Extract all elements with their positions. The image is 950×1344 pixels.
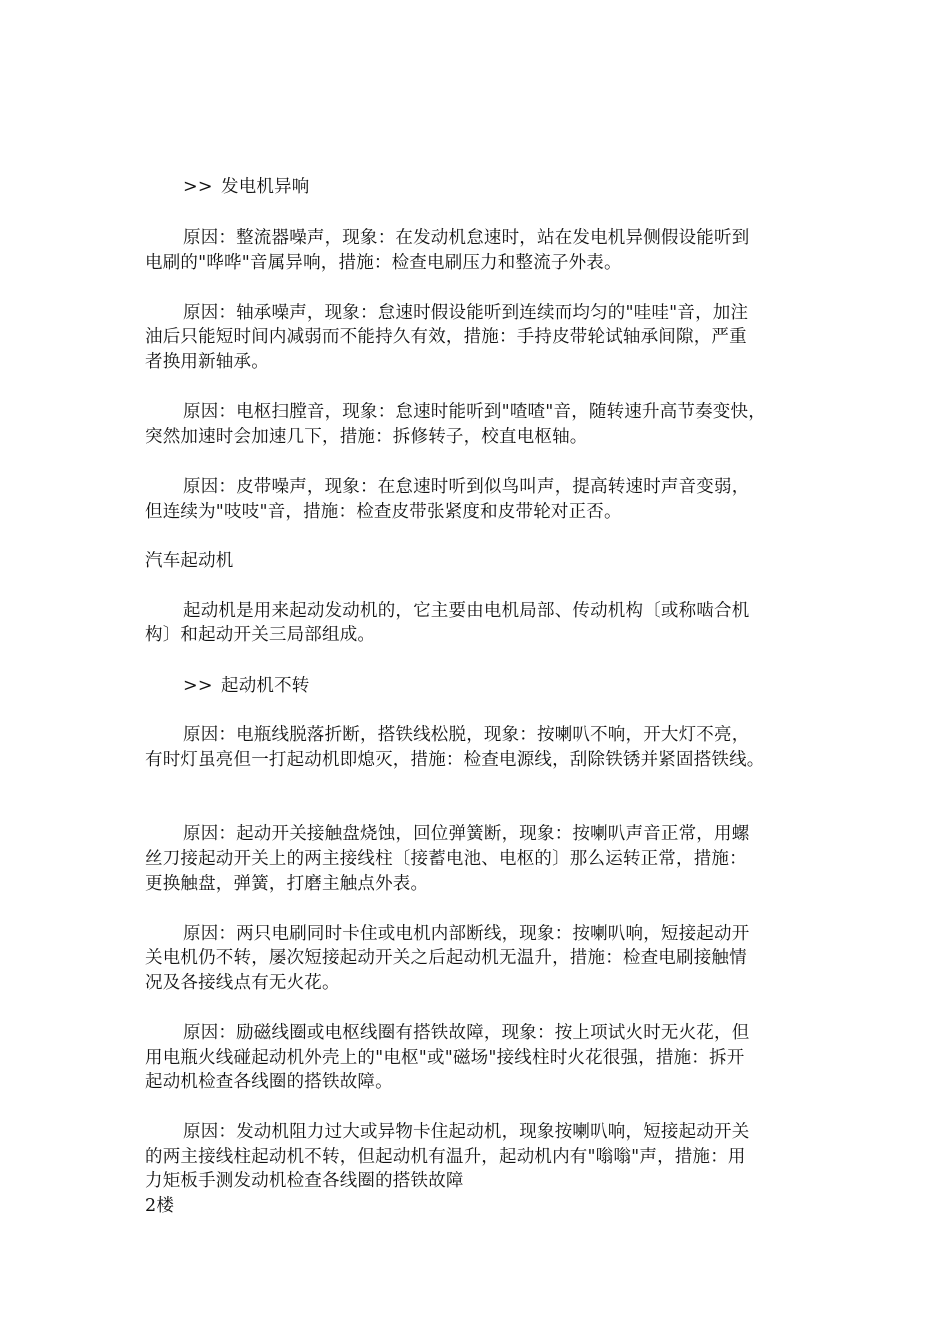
paragraph-line: 但连续为"吱吱"音，措施：检查皮带张紧度和皮带轮对正否。 xyxy=(145,502,622,522)
intro-line: 构〕和起动开关三局部组成。 xyxy=(145,625,376,645)
heading-marker: >> xyxy=(183,676,213,696)
paragraph-line: 丝刀接起动开关上的两主接线柱〔接蓄电池、电枢的〕那么运转正常，措施： xyxy=(145,849,747,869)
paragraph-line: 原因：电瓶线脱落折断，搭铁线松脱，现象：按喇叭不响，开大灯不亮， xyxy=(183,725,750,745)
section-heading-generator-noise xyxy=(183,175,848,199)
floor-label: 2楼 xyxy=(145,1196,175,1216)
paragraph-line: 的两主接线柱起动机不转，但起动机有温升，起动机内有"嗡嗡"声，措施：用 xyxy=(145,1147,746,1167)
paragraph-line: 力矩板手测发动机检查各线圈的搭铁故障 xyxy=(145,1171,464,1191)
heading-text: 发电机异响 xyxy=(221,177,310,197)
paragraph-line: 电刷的"哗哗"音属异响，措施：检查电刷压力和整流子外表。 xyxy=(145,253,622,273)
heading-marker: >> xyxy=(183,177,213,197)
paragraph-line: 起动机检查各线圈的搭铁故障。 xyxy=(145,1072,393,1092)
paragraph-line: 更换触盘，弹簧，打磨主触点外表。 xyxy=(145,874,429,894)
paragraph-line: 原因：整流器噪声，现象：在发动机怠速时，站在发电机异侧假设能听到 xyxy=(183,228,750,248)
section-title-starter: 汽车起动机 xyxy=(145,551,234,571)
paragraph-line: 关电机仍不转，屡次短接起动开关之后起动机无温升，措施：检查电刷接触情 xyxy=(145,948,747,968)
paragraph-line: 原因：发动机阻力过大或异物卡住起动机，现象按喇叭响，短接起动开关 xyxy=(183,1122,750,1142)
paragraph-line: 原因：起动开关接触盘烧蚀，回位弹簧断，现象：按喇叭声音正常，用螺 xyxy=(183,824,750,844)
paragraph-line: 原因：两只电刷同时卡住或电机内部断线，现象：按喇叭响，短接起动开 xyxy=(183,924,750,944)
paragraph-line: 况及各接线点有无火花。 xyxy=(145,973,340,993)
paragraph-line: 者换用新轴承。 xyxy=(145,352,269,372)
paragraph-line: 油后只能短时间内减弱而不能持久有效，措施：手持皮带轮试轴承间隙，严重 xyxy=(145,327,747,347)
paragraph-line: 原因：励磁线圈或电枢线圈有搭铁故障，现象：按上项试火时无火花，但 xyxy=(183,1023,750,1043)
paragraph-line: 原因：皮带噪声，现象：在怠速时听到似鸟叫声，提高转速时声音变弱， xyxy=(183,477,750,497)
paragraph-line: 原因：轴承噪声，现象：怠速时假设能听到连续而均匀的"哇哇"音，加注 xyxy=(183,303,749,323)
paragraph-line: 用电瓶火线碰起动机外壳上的"电枢"或"磁场"接线柱时火花很强，措施：拆开 xyxy=(145,1048,745,1068)
section-heading-starter-not-turning xyxy=(183,674,848,698)
paragraph-line: 原因：电枢扫膛音，现象：怠速时能听到"喳喳"音，随转速升高节奏变快， xyxy=(183,402,766,422)
paragraph-line: 突然加速时会加速几下，措施：拆修转子，校直电枢轴。 xyxy=(145,427,588,447)
heading-text: 起动机不转 xyxy=(221,676,310,696)
paragraph-line: 有时灯虽亮但一打起动机即熄灭，措施：检查电源线，刮除铁锈并紧固搭铁线。 xyxy=(145,750,765,770)
intro-line: 起动机是用来起动发动机的，它主要由电机局部、传动机构〔或称啮合机 xyxy=(183,601,750,621)
